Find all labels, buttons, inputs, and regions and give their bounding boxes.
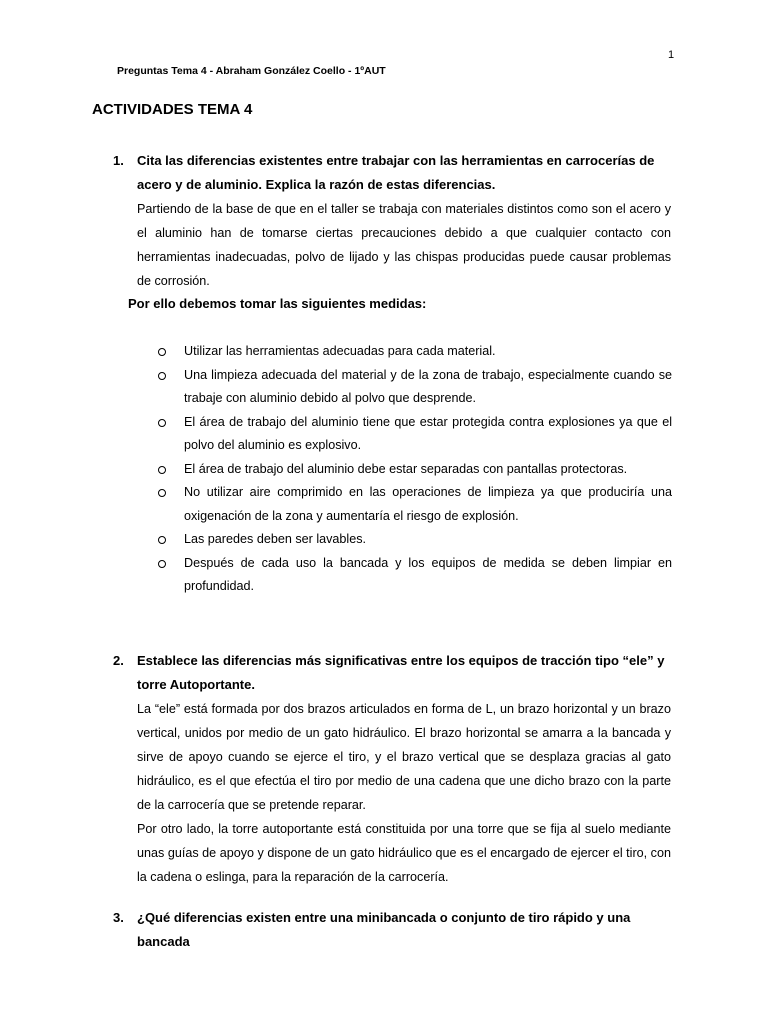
- circle-bullet-icon: [158, 419, 166, 427]
- running-header: Preguntas Tema 4 - Abraham González Coello - 1ºAUT: [117, 65, 386, 77]
- list-item: [158, 528, 672, 552]
- circle-bullet-icon: [158, 348, 166, 356]
- circle-bullet-icon: [158, 536, 166, 544]
- answer-paragraph: Por otro lado, la torre autoportante está constituida por una torre que se fija al suelo mediante unas guías de apoyo y dispone de un gato hidráulico que es el encargado de ejercer el tiro, con la cadena o eslinga, para la reparación de la carrocería.: [137, 822, 671, 884]
- list-item-text: Una limpieza adecuada del material y de la zona de trabajo, especialmente cuando se trabaje con aluminio debido al polvo que desprende.: [184, 367, 672, 405]
- question-number: 1.: [113, 153, 124, 168]
- list-item: [158, 364, 672, 411]
- question-1: [113, 149, 671, 293]
- question-number: 2.: [113, 653, 124, 668]
- circle-bullet-icon: [158, 489, 166, 497]
- list-item: [158, 340, 672, 364]
- measures-intro: Por ello debemos tomar las siguientes medidas:: [128, 296, 427, 311]
- circle-bullet-icon: [158, 466, 166, 474]
- question-text: Establece las diferencias más significativas entre los equipos de tracción tipo “ele” y torre Autoportante.: [137, 653, 665, 692]
- list-item-text: Utilizar las herramientas adecuadas para cada material.: [184, 344, 496, 358]
- list-item-text: El área de trabajo del aluminio debe estar separadas con pantallas protectoras.: [184, 461, 628, 476]
- answer-paragraph: La “ele” está formada por dos brazos articulados en forma de L, un brazo horizontal y un brazo vertical, unidos por medio de un gato hidráulico. El brazo horizontal se amarra a la bancada y sirve de apoyo cuando se ejerce el tiro, y el brazo vertical que se desplaza gracias al gato hidráulico, es el que efectúa el tiro por medio de una cadena que une dicho brazo con la parte de la carrocería que se pretende reparar.: [137, 702, 671, 812]
- circle-bullet-icon: [158, 560, 166, 568]
- question-text: ¿Qué diferencias existen entre una minibancada o conjunto de tiro rápido y una bancada: [137, 910, 631, 949]
- list-item-text: Las paredes deben ser lavables.: [184, 532, 367, 546]
- list-item-text: No utilizar aire comprimido en las operaciones de limpieza ya que produciría una oxigenación de la zona y aumentaría el riesgo de explosión.: [184, 485, 672, 523]
- question-number: 3.: [113, 910, 124, 925]
- document-title: ACTIVIDADES TEMA 4: [92, 101, 253, 118]
- page-number: 1: [668, 49, 675, 61]
- list-item: [158, 481, 672, 528]
- circle-bullet-icon: [158, 372, 166, 380]
- list-item-text: Después de cada uso la bancada y los equipos de medida se deben limpiar en profundidad.: [184, 555, 672, 593]
- measures-list: [158, 340, 672, 599]
- question-text: Cita las diferencias existentes entre trabajar con las herramientas en carrocerías de acero y de aluminio. Explica la razón de estas diferencias.: [137, 153, 655, 192]
- question-3: [113, 906, 671, 954]
- list-item-text: El área de trabajo del aluminio tiene que estar protegida contra explosiones ya que el polvo del aluminio es explosivo.: [184, 414, 672, 452]
- answer-paragraph: Partiendo de la base de que en el taller se trabaja con materiales distintos como son el acero y el aluminio han de tomarse ciertas precauciones debido a que cualquier contacto con herramientas inadecuadas, polvo de lijado y las chispas producidas puede causar problemas de corrosión.: [137, 202, 671, 288]
- list-item: [158, 411, 672, 458]
- list-item: [158, 552, 672, 599]
- list-item: [158, 458, 672, 482]
- question-2: [113, 649, 671, 889]
